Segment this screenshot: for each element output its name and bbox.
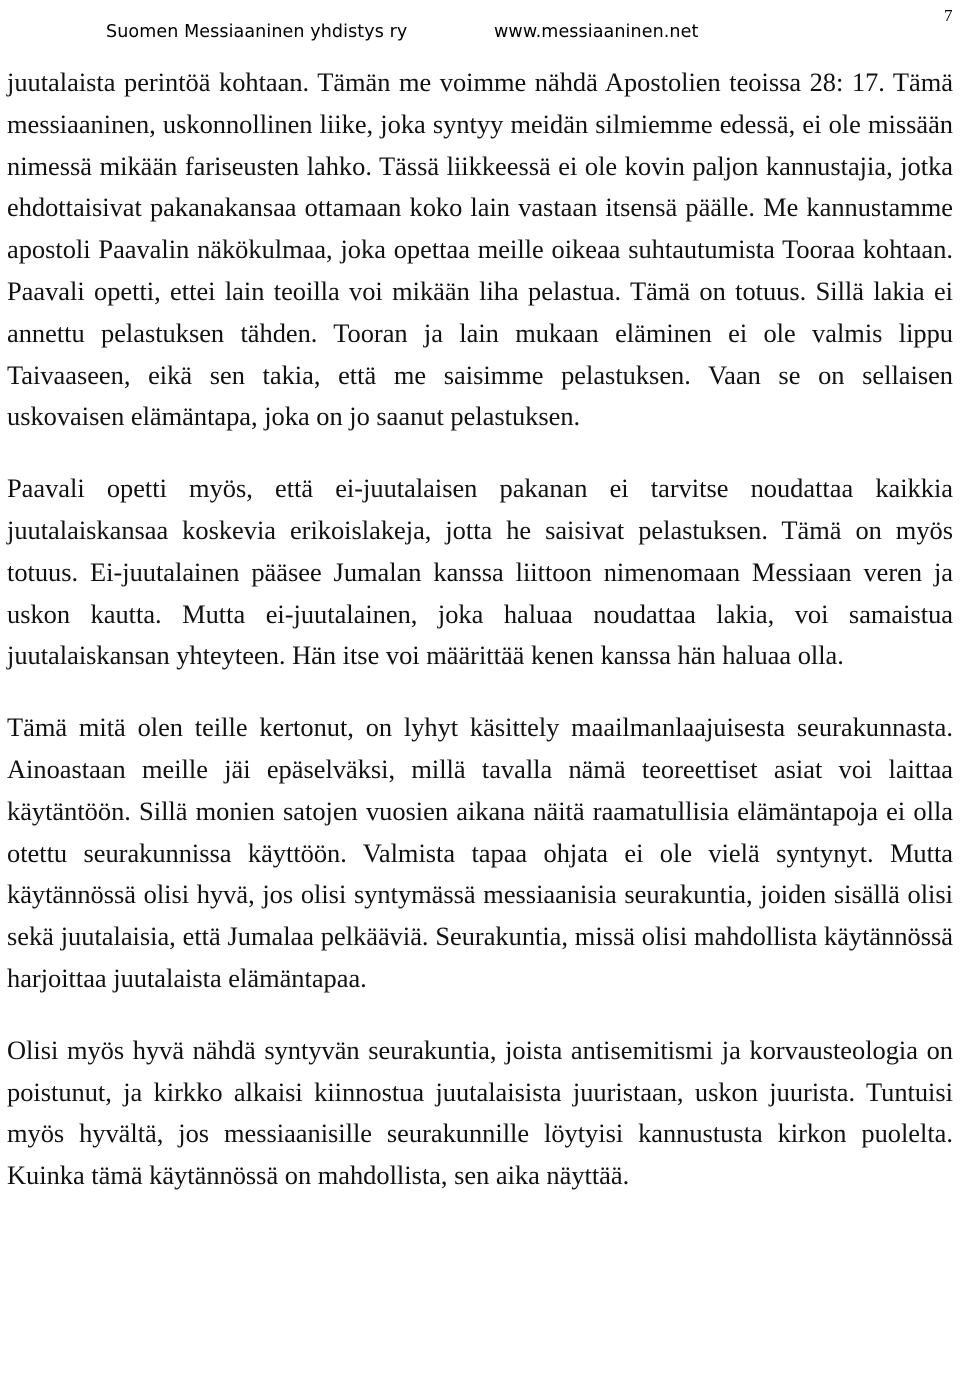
paragraph-4: Olisi myös hyvä nähdä syntyvän seurakuntia, joista antisemitismi ja korvausteologia on poistunut, ja kirkko alkaisi kiinnostua juutalaisista juuristaan, uskon juurista. Tuntuisi myös hyvältä, jos messiaanisille seurakunnille löytyisi kannustusta kirkon puolelta. Kuinka tämä käytännössä on mahdollista, sen aika näyttää.: [7, 1034, 953, 1191]
paragraph-3: Tämä mitä olen teille kertonut, on lyhyt käsittely maailmanlaajuisesta seurakunnasta. Ainoastaan meille jäi epäselväksi, millä tavalla nämä teoreettiset asiat voi laittaa käytäntöön. Sillä monien satojen vuosien aikana näitä raamatullisia elämäntapoja ei olla otettu seurakunnissa käyttöön. Valmista tapaa ohjata ei ole vielä syntynyt. Mutta käytännössä olisi hyvä, jos olisi syntymässä messiaanisia seurakuntia, joiden sisällä olisi sekä juutalaisia, että Jumalaa pelkääviä. Seurakuntia, missä olisi mahdollista käytännössä harjoittaa juutalaista elämäntapaa.: [7, 712, 953, 993]
page-header: [0, 6, 960, 50]
header-website-link[interactable]: www.messiaaninen.net: [494, 22, 699, 42]
paragraph-1: juutalaista perintöä kohtaan. Tämän me voimme nähdä Apostolien teoissa 28: 17. Tämä messiaaninen, uskonnollinen liike, joka syntyy meidän silmiemme edessä, ei ole missään nimessä mikään fariseusten lahko. Tässä liikkeessä ei ole kovin paljon kannustajia, jotka ehdottaisivat pakanakansaa ottamaan koko lain vastaan itsensä päälle. Me kannustamme apostoli Paavalin näkökulmaa, joka opettaa meille oikeaa suhtautumista Tooraa kohtaan. Paavali opetti, ettei lain teoilla voi mikään liha pelastua. Tämä on totuus. Sillä lakia ei annettu pelastuksen tähden. Tooran ja lain mukaan eläminen ei ole valmis lippu Taivaaseen, eikä sen takia, että me saisimme pelastuksen. Vaan se on sellaisen uskovaisen elämäntapa, joka on jo saanut pelastuksen.: [7, 67, 953, 432]
body-text: [7, 62, 953, 1197]
header-organization: Suomen Messiaaninen yhdistys ry: [106, 22, 408, 42]
page-number: 7: [944, 6, 953, 25]
paragraph-2: Paavali opetti myös, että ei-juutalaisen pakanan ei tarvitse noudattaa kaikkia juutalaiskansaa koskevia erikoislakeja, jotta he saisivat pelastuksen. Tämä on myös totuus. Ei-juutalainen pääsee Jumalan kanssa liittoon nimenomaan Messiaan veren ja uskon kautta. Mutta ei-juutalainen, joka haluaa noudattaa lakia, voi samaistua juutalaiskansan yhteyteen. Hän itse voi määrittää kenen kanssa hän haluaa olla.: [7, 473, 953, 671]
